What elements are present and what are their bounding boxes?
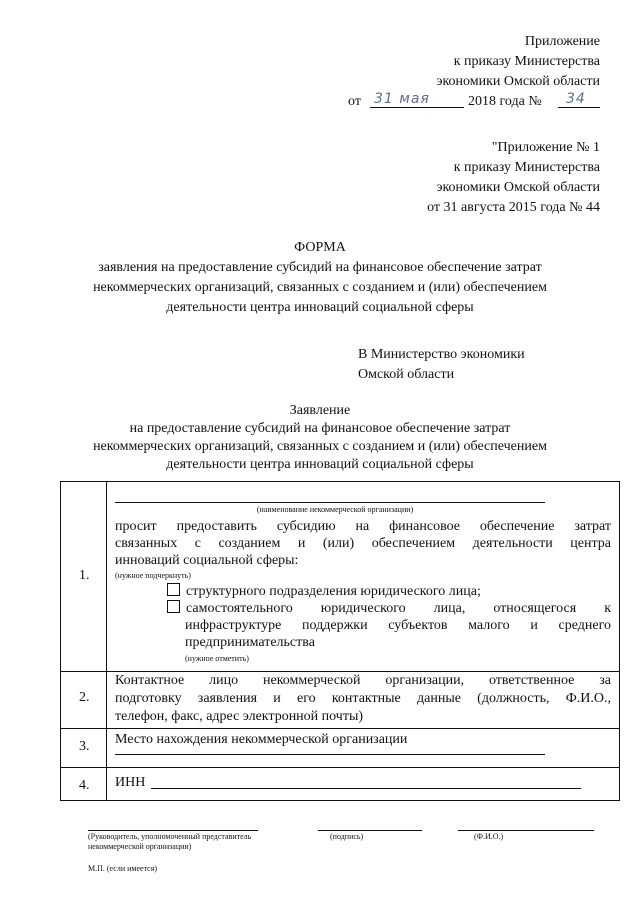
application-line1: на предоставление субсидий на финансовое обеспечение затрат	[129, 421, 511, 436]
row2-text-line3: телефон, факс, адрес электронной почты)	[115, 709, 364, 724]
addressee-block	[358, 345, 525, 385]
row1-text-line1: просит предоставить субсидию на финансовое обеспечение затрат	[115, 519, 611, 534]
application-line2: некоммерческих организаций, связанных с созданием и (или) обеспечением	[93, 439, 547, 454]
form-title-line2: некоммерческих организаций, связанных с созданием и (или) обеспечением	[93, 280, 547, 295]
option1-checkbox[interactable]	[167, 583, 180, 596]
row2-text	[115, 672, 611, 726]
option2-label-line3: предпринимательства	[185, 635, 315, 650]
signature-line[interactable]	[318, 830, 422, 831]
option2-checkbox[interactable]	[167, 600, 180, 613]
org-name-field[interactable]	[115, 502, 545, 503]
application-line3: деятельности центра инноваций социальной сферы	[166, 457, 474, 472]
address-field[interactable]	[115, 754, 545, 755]
appendix1-line2: к приказу Министерства	[453, 160, 600, 175]
appendix1-block	[427, 138, 600, 218]
underline-note: (нужное подчеркнуть)	[115, 571, 191, 580]
addressee-line1: В Министерство экономики	[358, 347, 525, 362]
option2-label-line1: самостоятельного юридического лица, относящегося к	[186, 601, 611, 616]
signature-caption: (подпись)	[330, 832, 364, 841]
row2-text-line2: подготовку заявления и его контактные данные (должность, Ф.И.О.,	[115, 691, 611, 706]
header-line1: Приложение	[524, 34, 600, 49]
row1-text-line2: связанных с созданием и (или) обеспечением деятельности центра	[115, 536, 611, 551]
option2-label-line2: инфраструктуре поддержки субъектов малого и среднего	[185, 618, 611, 633]
row2-text-line1: Контактное лицо некоммерческой организации, ответственное за	[115, 673, 611, 688]
head-caption-line1: (Руководитель, уполномоченный представитель	[88, 832, 252, 841]
row3-label: Место нахождения некоммерческой организации	[115, 732, 408, 747]
head-caption-line2: некоммерческой организации)	[88, 842, 192, 851]
head-caption	[88, 832, 251, 852]
header-block	[436, 32, 600, 92]
row1-text-line3: инноваций социальной сферы:	[115, 553, 299, 568]
fio-caption: (Ф.И.О.)	[474, 832, 504, 841]
header-line2: к приказу Министерства	[453, 54, 600, 69]
head-signature-line	[88, 830, 258, 831]
appendix1-line1: "Приложение № 1	[491, 140, 600, 155]
date-suffix: 2018 года №	[468, 94, 542, 109]
appendix1-line3: экономики Омской области	[436, 180, 600, 195]
stamp-caption: М.П. (если имеется)	[88, 864, 158, 873]
fio-line[interactable]	[458, 830, 594, 831]
application-block	[30, 402, 610, 474]
option1-label: структурного подразделения юридического лица;	[186, 584, 481, 599]
addressee-line2: Омской области	[358, 367, 455, 382]
row1-number: 1.	[79, 568, 90, 583]
row2-number: 2.	[79, 690, 90, 705]
date-prefix: от	[348, 94, 361, 109]
form-title-line1: заявления на предоставление субсидий на финансовое обеспечение затрат	[98, 260, 542, 275]
application-table	[60, 481, 620, 801]
order-date-line	[348, 92, 600, 112]
inn-field[interactable]	[151, 788, 581, 789]
header-line3: экономики Омской области	[436, 74, 600, 89]
number-handwritten: 34	[566, 91, 586, 107]
row3-number: 3.	[79, 739, 90, 754]
inn-label: ИНН	[115, 775, 146, 790]
org-name-caption: (наименование некоммерческой организации)	[256, 505, 414, 514]
appendix1-line4: от 31 августа 2015 года № 44	[427, 200, 600, 215]
form-title: ФОРМА	[294, 240, 346, 255]
form-title-line3: деятельности центра инноваций социальной сферы	[166, 300, 474, 315]
row4-number: 4.	[79, 778, 90, 793]
row1-text	[115, 518, 611, 569]
option1[interactable]	[167, 583, 611, 600]
date-handwritten: 31 мая	[374, 91, 430, 107]
form-title-block	[30, 238, 610, 318]
application-title: Заявление	[289, 403, 351, 418]
option2[interactable]	[167, 600, 611, 651]
mark-note: (нужное отметить)	[185, 654, 249, 663]
